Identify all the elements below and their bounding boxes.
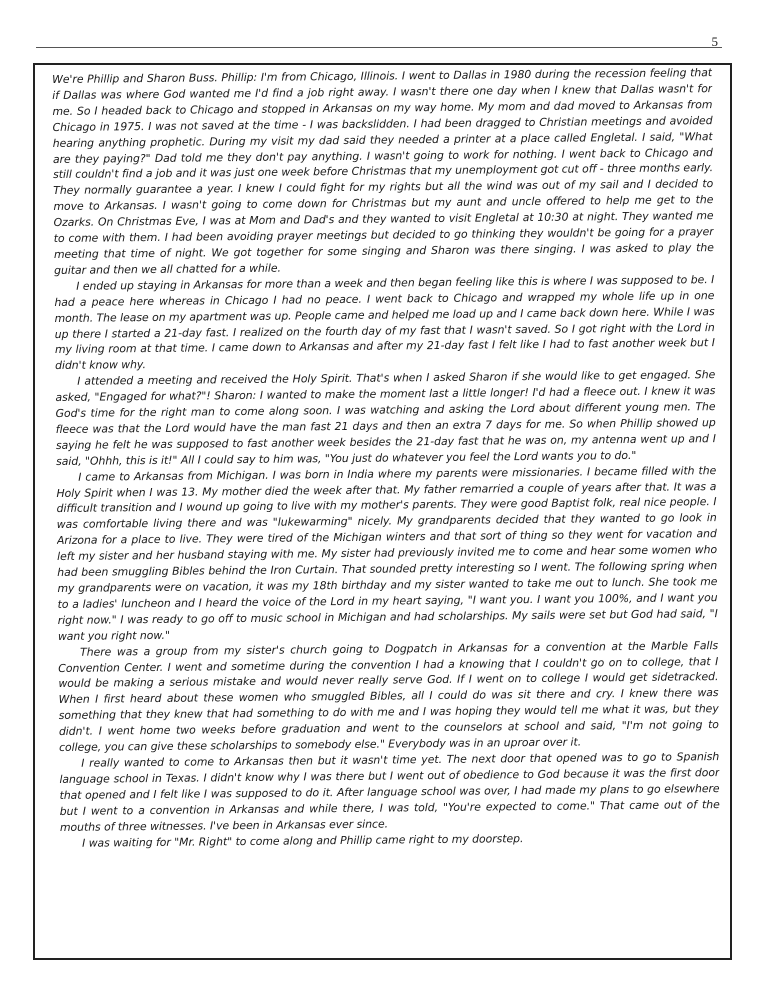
story-paragraph-3: I attended a meeting and received the Holy Spirit. That's when I asked Sharon if she would like to get engaged. She asked, "Engaged for what?"! Sharon: I wanted to make the moment last a little longer! I'd had a fleece out. I knew it was God's time for the right man to come along soon. I was watching and asking the Lord about different young men. The fleece was that the Lord would have the man fast 21 days and then an extra 7 days for me. So when Phillip showed up saying he felt he was supposed to fast another week besides the 21-day fast that he was on, my antenna went up and I said, "Ohhh, this is it!" All I could say to him was, "You just do whatever you feel the Lord wants you to do." [55, 368, 716, 468]
story-paragraph-5: There was a group from my sister's church going to Dogpatch in Arkansas for a convention at the Marble Falls Convention Center. I went and sometime during the convention I had a knowing that I couldn't go on to college, that I would be making a serious mistake and would never really serve God. If I went on to college I would get sidetracked. When I first heard about these women who smuggled Bibles, all I could do was sit there and cry. I knew there was something that they knew that had something to do with me and I was hoping they would tell me what it was, but they didn't. I went home two weeks before graduation and went to the counselors at school and said, "I'm not going to college, you can give these scholarships to somebody else." Everybody was in an uproar over it. [58, 638, 719, 755]
page-number: 5 [711, 34, 718, 49]
story-paragraph-4: I came to Arkansas from Michigan. I was born in India where my parents were missionaries. I became filled with the Holy Spirit when I was 13. My mother died the week after that. My father remarried a couple of years after that. It was a difficult transition and I wound up going to live with my mother's parents. They were good Baptist folk, real nice people. I was comfortable living there and was "lukewarming" nicely. My grandparents decided that they wanted to go look in Arizona for a place to live. They were tired of the Michigan winters and that sort of thing so they went for vacation and left my sister and her husband staying with me. My sister had previously invited me to come and hear some women who had been smuggling Bibles behind the Iron Curtain. That sounded pretty interesting so I went. The following spring when my grandparents were on vacation, it was my 18th birthday and my sister wanted to take me out to lunch. She took me to a ladies' luncheon and I heard the voice of the Lord in my heart saying, "I want you. I want you 100%, and I want you right now." I was ready to go off to music school in Michigan and had scholarships. My sails were set but God had said, "I want you right now." [56, 463, 718, 643]
header-rule [36, 47, 722, 48]
story-paragraph-1: We're Phillip and Sharon Buss. Phillip: I'm from Chicago, Illinois. I went to Dallas in 1980 during the recession feeling that if Dallas was where God wanted me I'd find a job right away. I wasn't there one day when I knew that Dallas wasn't for me. So I headed back to Chicago and stopped in Arkansas on my way home. My mom and dad moved to Arkansas from Chicago in 1975. I was not saved at the time - I was backslidden. I had been dragged to Christian meetings and avoided hearing anything prophetic. During my visit my dad said they needed a printer at a place called Engletal. I said, "What are they paying?" Dad told me they don't pay anything. I wasn't going to work for nothing. I went back to Chicago and still couldn't find a job and it was just one week before Christmas that my unemployment got cut off - three months early. They normally guarantee a year. I knew I could fight for my rights but all the wind was out of my sail and I decided to move to Arkansas. I wasn't going to come down for Christmas but my aunt and uncle offered to help me get to the Ozarks. On Christmas Eve, I was at Mom and Dad's and they wanted to visit Engletal at 10:30 at night. They wanted me to come with them. I had been avoiding prayer meetings but decided to go thinking they wouldn't be going for a prayer meeting that time of night. We got together for some singing and Sharon was there singing. I was asked to play the guitar and then we all chatted for a while. [52, 66, 714, 277]
story-paragraph-6: I really wanted to come to Arkansas then but it wasn't time yet. The next door that opened was to go to Spanish language school in Texas. I didn't know why I was there but I went out of obedience to God because it was the first door that opened and I felt like I was supposed to do it. After language school was over, I had made my plans to go elsewhere but I went to a convention in Arkansas and while there, I was told, "You're expected to come." That came out of the mouths of three witnesses. I've been in Arkansas ever since. [59, 750, 720, 834]
story-paragraph-2: I ended up staying in Arkansas for more than a week and then began feeling like this is where I was supposed to be. I had a peace here whereas in Chicago I had no peace. I went back to Chicago and wrapped my whole life up in one month. The lease on my apartment was up. People came and helped me load up and I came back down here. While I was up there I started a 21-day fast. I realized on the fourth day of my fast that I wasn't saved. So I got right with the Lord in my living room at that time. I came down to Arkansas and after my 21-day fast I felt like I had to fast another week but I didn't know why. [54, 272, 715, 373]
handwritten-story [52, 65, 721, 952]
story-paragraph-7: I was waiting for "Mr. Right" to come along and Phillip came right to my doorstep. [82, 831, 524, 850]
